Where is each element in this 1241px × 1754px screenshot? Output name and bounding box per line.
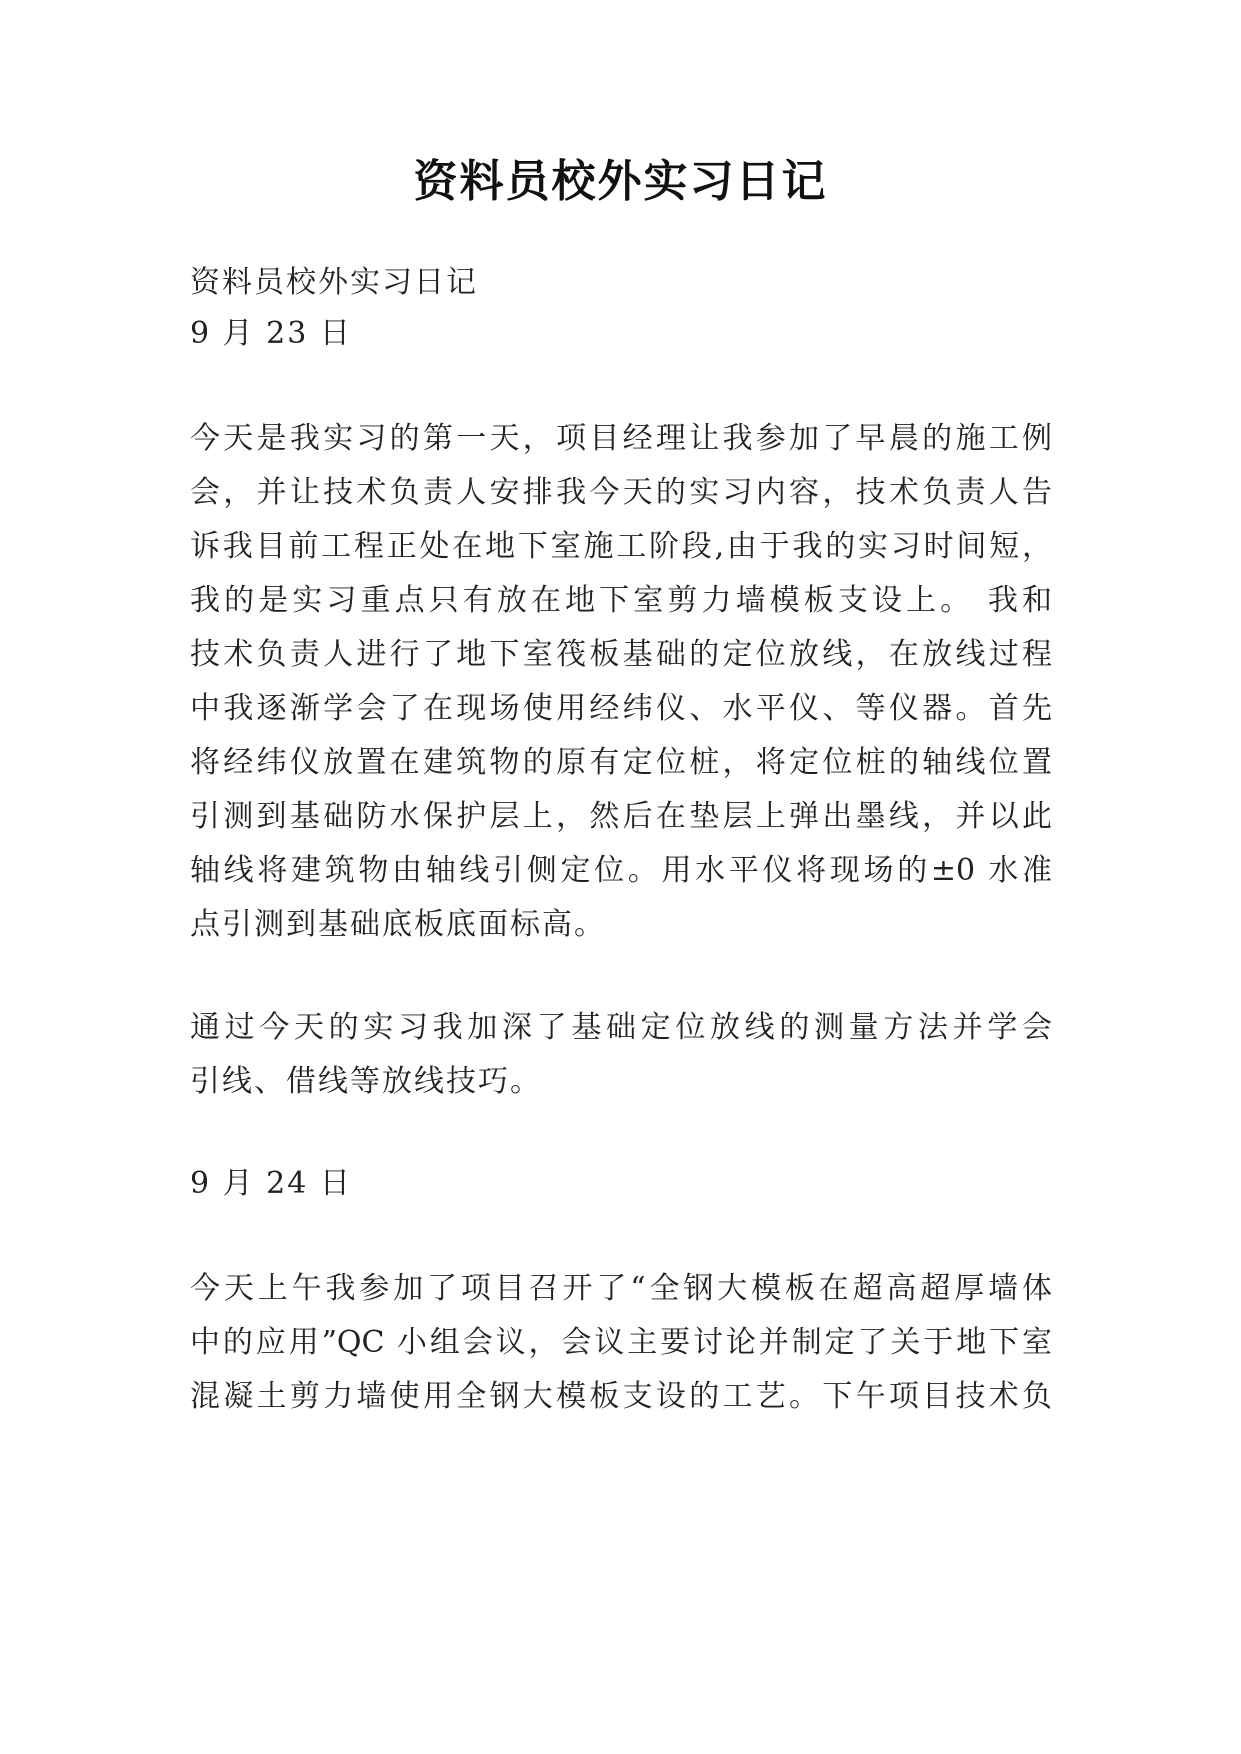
paragraph-line: 点引测到基础底板底面标高。 [190,907,606,942]
document-title: 资料员校外实习日记 [413,156,828,207]
paragraph-line: 中的应用”QC 小组会议，会议主要讨论并制定了关于地下室 [190,1325,1052,1360]
entry-date: 9 月 23 日 [190,316,352,351]
paragraph-line: 通过今天的实习我加深了基础定位放线的测量方法并学会 [190,1010,1052,1045]
paragraph-line: 技术负责人进行了地下室筏板基础的定位放线，在放线过程 [190,637,1052,672]
paragraph-line: 混凝土剪力墙使用全钢大模板支设的工艺。下午项目技术负 [190,1379,1052,1414]
paragraph-line: 今天上午我参加了项目召开了“全钢大模板在超高超厚墙体 [190,1271,1052,1306]
paragraph-line: 轴线将建筑物由轴线引侧定位。用水平仪将现场的±0 水准 [190,853,1052,888]
paragraph-line: 引线、借线等放线技巧。 [190,1064,542,1099]
paragraph-line: 将经纬仪放置在建筑物的原有定位桩，将定位桩的轴线位置 [190,745,1052,780]
paragraph-line: 今天是我实习的第一天，项目经理让我参加了早晨的施工例 [190,421,1052,456]
paragraph-line: 中我逐渐学会了在现场使用经纬仪、水平仪、等仪器。首先 [190,691,1052,726]
paragraph-line: 引测到基础防水保护层上，然后在垫层上弹出墨线，并以此 [190,799,1052,834]
paragraph-line: 会，并让技术负责人安排我今天的实习内容，技术负责人告 [190,475,1052,510]
paragraph-line: 诉我目前工程正处在地下室施工阶段,由于我的实习时间短， [190,529,1052,564]
entry-date: 9 月 24 日 [190,1166,352,1201]
document-subtitle: 资料员校外实习日记 [190,265,478,300]
paragraph-line: 我的是实习重点只有放在地下室剪力墙模板支设上。 我和 [190,583,1052,618]
